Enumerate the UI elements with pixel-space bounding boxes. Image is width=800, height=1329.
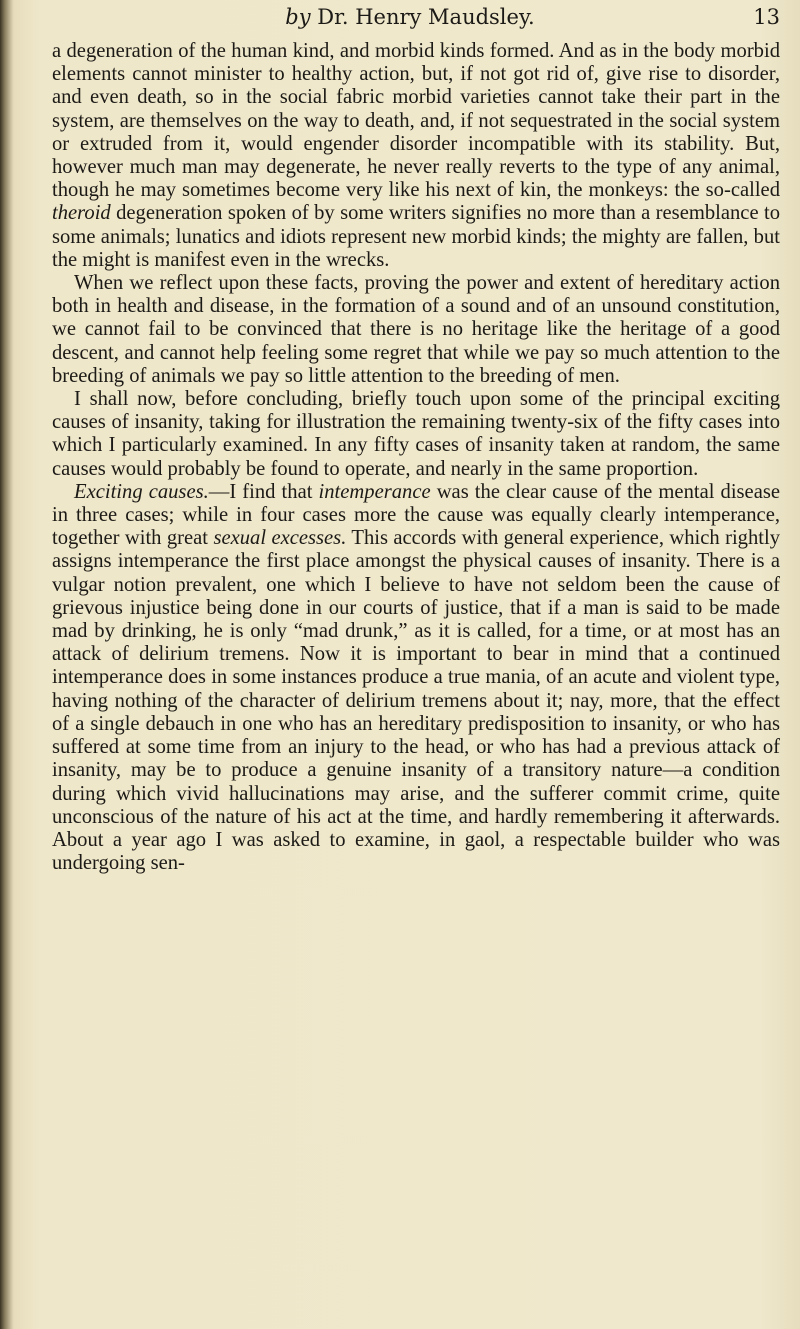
paragraph-4 xyxy=(52,481,780,875)
body-text xyxy=(52,40,780,875)
paragraph-4-text-2: was the clear cause of the mental disease in three cases; while in four cases more the cause was equally clearly intemperance, together with great xyxy=(52,480,780,550)
running-head xyxy=(40,2,780,32)
running-title xyxy=(40,2,780,32)
running-title-author: Dr. Henry Maudsley. xyxy=(317,5,535,29)
paragraph-4-italic-intemperance: intemperance xyxy=(318,480,431,503)
paragraph-1 xyxy=(52,40,780,272)
paragraph-1-italic-theroid: theroid xyxy=(52,202,111,225)
paragraph-1-text-1: a degeneration of the human kind, and morbid kinds formed. And as in the body morbid elements cannot minister to healthy action, but, if not got rid of, give rise to disorder, and even death, so in the social fabric morbid varieties cannot take their part in the system, are themselves on the way to death, and, if not sequestrated in the social system or extruded from it, would engender disorder incompatible with its stability. But, however much man may degenerate, he never really reverts to the type of any animal, though he may sometimes become very like his next of kin, the monkeys: the so-called xyxy=(52,40,780,202)
paragraph-4-text-3: This accords with general experience, which rightly assigns intemperance the first place amongst the physical causes of insanity. There is a vulgar notion prevalent, one which I believe to have not seldom been the cause of grievous injustice being done in our courts of justice, that if a man is said to be made mad by drinking, he is only “mad drunk,” as it is called, for a time, or at most has an attack of delirium tremens. Now it is important to bear in mind that a continued intemperance does in some instances produce a true mania, of an acute and violent type, having nothing of the character of delirium tremens about it; nay, more, that the effect of a single debauch in one who has an hereditary predisposition to insanity, or who has suffered at some time from an injury to the head, or who has had a previous attack of insanity, may be to produce a genuine insanity of a transitory nature—a condition during which vivid hallucinations may arise, and the sufferer commit crime, quite unconscious of the nature of his act at the time, and hardly remembering it afterwards. About a year ago I was asked to examine, in gaol, a respectable builder who was undergoing sen- xyxy=(52,527,780,875)
paragraph-4-text-1: —I find that xyxy=(208,480,319,503)
paragraph-2: When we reflect upon these facts, proving the power and extent of hereditary action both in health and disease, in the formation of a sound and of an unsound constitution, we cannot fail to be convinced that there is no heritage like the heritage of a good descent, and cannot help feeling some regret that while we pay so much attention to the breeding of animals we pay so little attention to the breeding of men. xyxy=(52,272,780,387)
paragraph-4-italic-sexual-excesses: sexual excesses. xyxy=(213,527,347,550)
page-gutter-shadow xyxy=(0,0,14,1329)
paragraph-1-text-2: degeneration spoken of by some writers signifies no more than a resemblance to some animals; lunatics and idiots represent new morbid kinds; the mighty are fallen, but the might is manifest even in the wrecks. xyxy=(52,202,780,271)
page-number: 13 xyxy=(753,5,780,29)
running-title-prefix: by xyxy=(285,5,311,29)
paragraph-3: I shall now, before concluding, briefly touch upon some of the principal exciting causes of insanity, taking for illustration the remaining twenty-six of the fifty cases into which I particularly examined. In any fifty cases of insanity taken at random, the same causes would probably be found to operate, and nearly in the same proportion. xyxy=(52,388,780,480)
section-heading-exciting-causes: Exciting causes. xyxy=(74,480,209,503)
